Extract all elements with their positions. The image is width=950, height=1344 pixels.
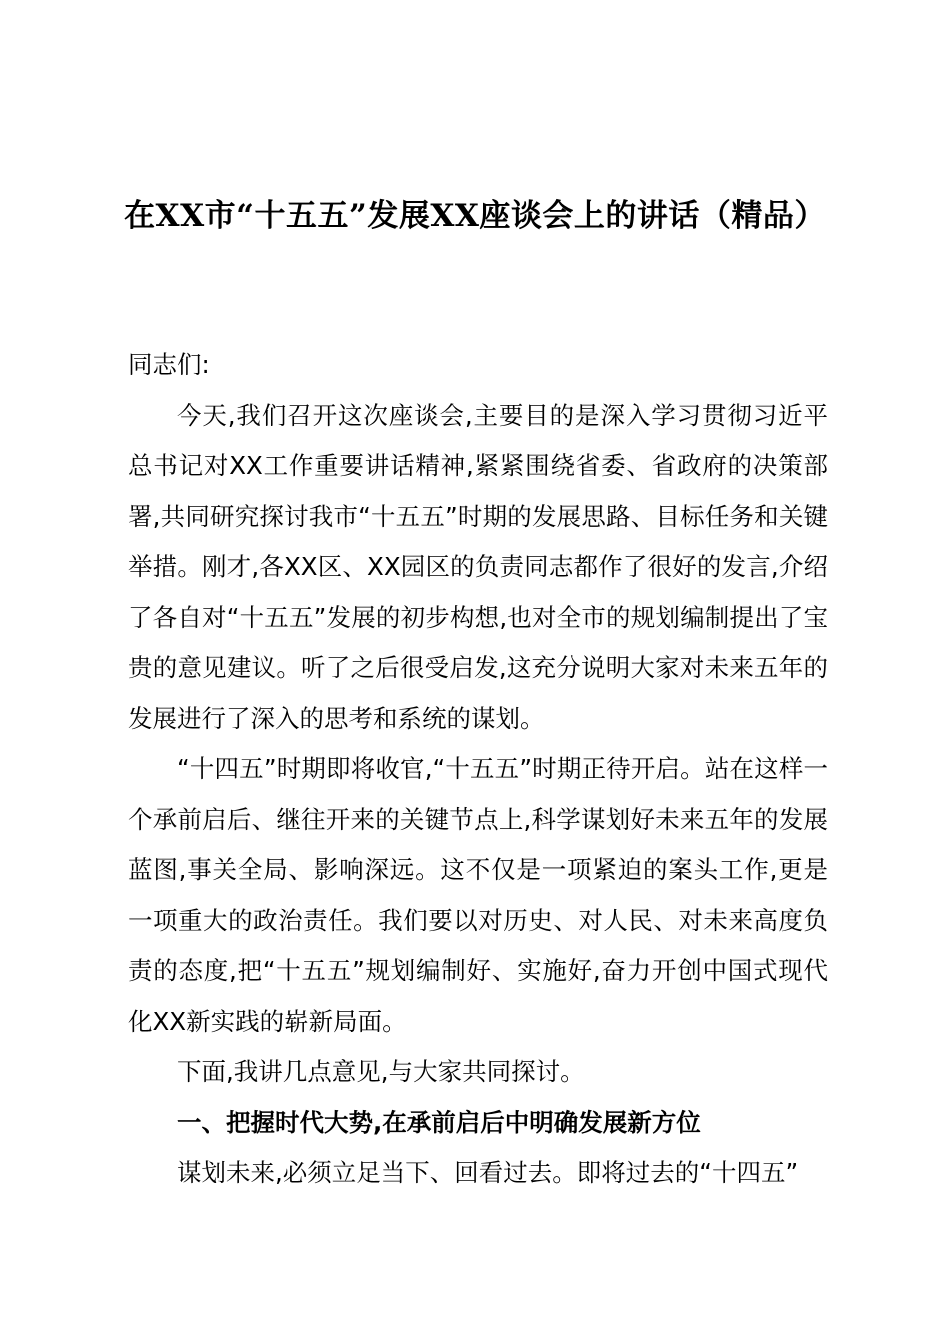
- document-body: [128, 340, 828, 1199]
- paragraph-3: 下面,我讲几点意见,与大家共同探讨。: [177, 1057, 585, 1086]
- section-heading: 一、把握时代大势,在承前启后中明确发展新方位: [177, 1107, 701, 1137]
- paragraph-2: “十四五”时期即将收官,“十五五”时期正待开启。站在这样一个承前启后、继往开来的关键节点上,科学谋划好未来五年的发展蓝图,事关全局、影响深远。这不仅是一项紧迫的案头工作,更是一项重大的政治责任。我们要以对历史、对人民、对未来高度负责的态度,把“十五五”规划编制好、实施好,奋力开创中国式现代化XX新实践的崭新局面。: [128, 754, 828, 1036]
- salutation: 同志们:: [128, 350, 210, 379]
- section-paragraph: 谋划未来,必须立足当下、回看过去。即将过去的“十四五”: [177, 1158, 799, 1187]
- paragraph-1: 今天,我们召开这次座谈会,主要目的是深入学习贯彻习近平总书记对XX工作重要讲话精神,紧紧围绕省委、省政府的决策部署,共同研究探讨我市“十五五”时期的发展思路、目标任务和关键举措。刚才,各XX区、XX园区的负责同志都作了很好的发言,介绍了各自对“十五五”发展的初步构想,也对全市的规划编制提出了宝贵的意见建议。听了之后很受启发,这充分说明大家对未来五年的发展进行了深入的思考和系统的谋划。: [128, 400, 828, 733]
- document-title: 在XX市“十五五”发展XX座谈会上的讲话（精品）: [124, 198, 826, 234]
